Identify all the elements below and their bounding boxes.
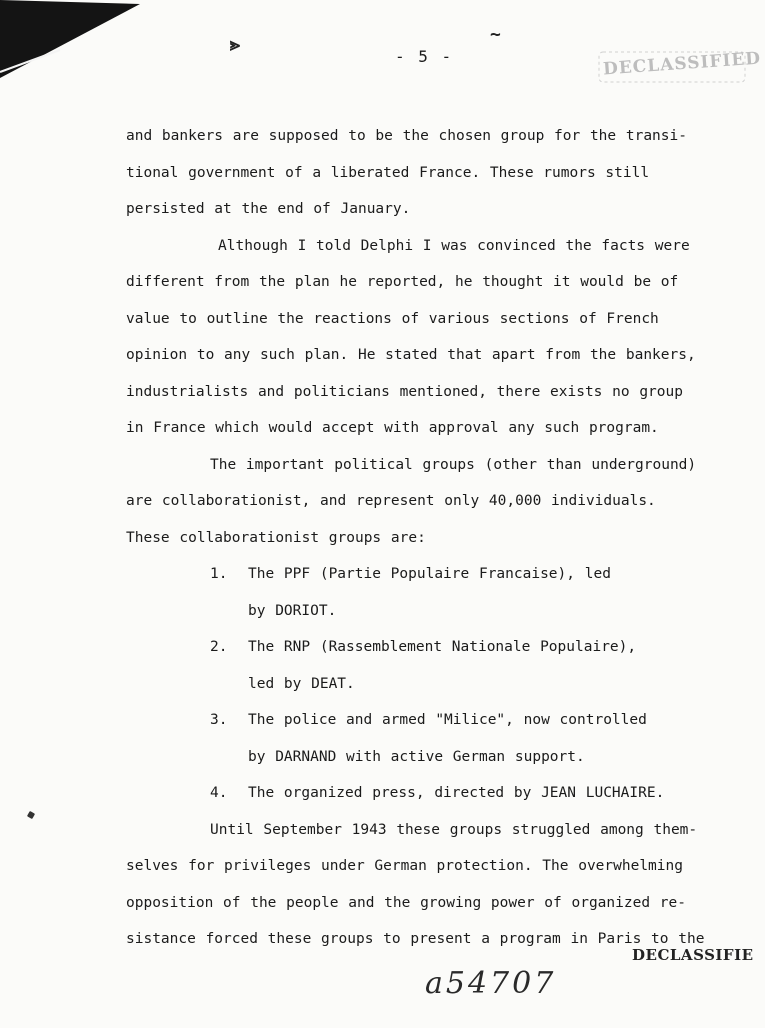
list-item: [126, 775, 746, 812]
list-number: 4.: [210, 785, 228, 801]
list-text: The PPF (Partie Populaire Francaise), led: [248, 566, 611, 582]
list-text: The police and armed "Milice", now controlled: [248, 712, 647, 728]
declassifie-stamp: DECLASSIFIE: [632, 946, 754, 964]
page-number: - 5 -: [395, 47, 454, 66]
list-item: [126, 702, 746, 739]
body-line: in France which would accept with approval any such program.: [126, 420, 659, 436]
margin-mark: [27, 811, 35, 819]
body-line: Although I told Delphi I was convinced the facts were: [218, 237, 690, 254]
handwritten-document-number: a54707: [425, 966, 557, 1001]
list-item: [126, 556, 746, 593]
document-body: [126, 118, 746, 958]
body-line: industrialists and politicians mentioned, there exists no group: [126, 383, 683, 400]
body-line: value to outline the reactions of various sections of French: [126, 310, 659, 327]
body-line: opposition of the people and the growing power of organized re-: [126, 894, 686, 911]
corner-fold-mark: [0, 0, 145, 80]
handwritten-tick-right: ~: [490, 24, 501, 45]
body-line: are collaborationist, and represent only 40,000 individuals.: [126, 493, 656, 509]
list-item-continuation: by DARNAND with active German support.: [248, 748, 585, 765]
body-line: different from the plan he reported, he thought it would be of: [126, 274, 679, 290]
body-line: tional government of a liberated France. These rumors still: [126, 164, 650, 181]
list-item-continuation: by DORIOT.: [248, 602, 337, 619]
body-line: These collaborationist groups are:: [126, 529, 426, 546]
body-line: Until September 1943 these groups struggled among them-: [210, 821, 698, 838]
list-number: 1.: [210, 566, 228, 582]
list-item-continuation: led by DEAT.: [248, 675, 355, 692]
list-number: 2.: [210, 639, 228, 655]
body-line: opinion to any such plan. He stated that apart from the bankers,: [126, 347, 696, 363]
body-line: and bankers are supposed to be the chosen group for the transi-: [126, 128, 687, 144]
stamp-text: DECLASSIFIED: [602, 48, 762, 80]
list-item: [126, 629, 746, 666]
body-line: sistance forced these groups to present a program in Paris to the: [126, 931, 705, 947]
list-number: 3.: [210, 712, 228, 728]
body-line: selves for privileges under German protection. The overwhelming: [126, 858, 683, 874]
declassified-stamp: [597, 48, 762, 88]
list-text: The RNP (Rassemblement Nationale Populaire),: [248, 639, 637, 655]
handwritten-tick-left: ⪢: [230, 34, 241, 55]
body-line: The important political groups (other than underground): [210, 456, 697, 473]
body-line: persisted at the end of January.: [126, 201, 411, 217]
list-text: The organized press, directed by JEAN LUCHAIRE.: [248, 785, 665, 801]
